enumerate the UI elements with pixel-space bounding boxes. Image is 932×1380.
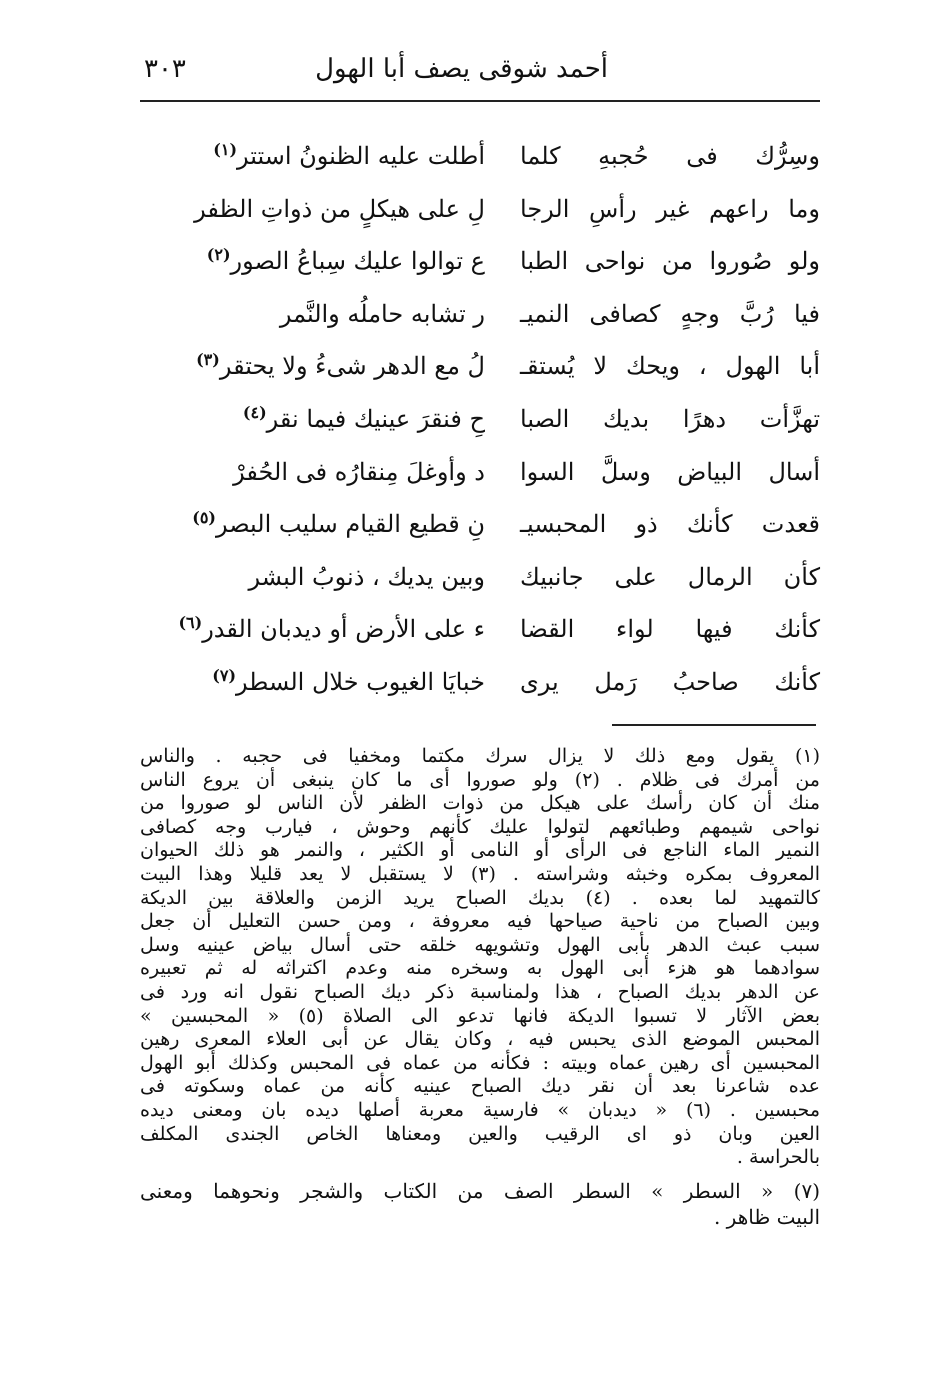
second-hemistich [140,130,485,182]
second-hemistich [140,393,485,445]
first-hemistich: أبا الهول ، ويحك لا يُستقـ [520,352,820,381]
second-hemistich-text: ر تشابه حاملُه والنَّمر [279,299,485,328]
footnote-line: المحبس الموضع الذى يحبس فيه ، وكان يقال عن أبى العلاء المعرى رهين [140,1028,820,1051]
footnote-line: سبب عبث الدهر بأبى الهول وتشويهه خلقه حتى أسال بياض عينيه وسل [140,933,820,956]
footnote-line: البيت ظاهر . [713,1204,820,1229]
footnote-line: سوادهما هو هزء أبى الهول به وسخره منه وعدم اكتراثه له ثم تعبيره [140,957,820,980]
second-hemistich-text: لِ على هيكلٍ من ذواتِ الظفر [194,194,485,223]
footnote-line: بالحراسة . [736,1146,820,1169]
footnote-line: العين وبان ذو اى الرقيب والعين ومعناها الخاص الجندى المكلف [140,1122,820,1145]
second-hemistich [140,340,485,392]
second-hemistich-text: د وأوغلَ مِنقارُه فى الحُفرْ [233,457,485,486]
first-hemistich: كأنك فيها لواء القضا [520,615,820,644]
second-hemistich-text: لُ مع الدهر شىءُ ولا يحتقر [219,352,485,381]
footnote-line: نواحى شيمهم وطبائعهم لتولوا عليك كأنهم وحوش ، فيارب وجه كصافى [140,815,820,838]
second-hemistich-text: ع توالوا عليك سِباعُ الصور [230,247,485,276]
footnote-ref: (٥) [192,508,216,528]
second-hemistich-text: ء على الأرض أو ديدبان القدر [202,615,485,644]
page-number: ٣٠٣ [144,54,186,84]
verse-line [140,498,820,551]
first-hemistich: وسِرُّك فى حُجبهِ كلما [520,142,820,170]
first-hemistich: وما راعهم غير رأسِ الرجا [520,194,820,223]
footnote-line: من أمرك فى ظلام . (٢) ولو صوروا أى ما كان ينبغى أن يروع الناس [140,768,820,791]
footnote-7 [140,1178,820,1230]
first-hemistich: تهزَّأت دهرًا بديك الصبا [520,404,820,433]
footnote-line: (١) يقول ومع ذلك لا يزال سرك مكتما ومخفيا فى حجبه . والناس [140,745,820,767]
footnote-line: المحبسين أى رهين عماه وبيته : فكأنه من عماه فى المحبس وكذلك أبو الهول [140,1051,820,1074]
second-hemistich [140,446,485,498]
first-hemistich: كأنك صاحبُ رَمل يرى [520,667,820,696]
footnote-line: المعروف بمكره وخبثه وشراسته . (٣) لا يستقبل لا يعد قليلا وهذا البيت [140,862,821,885]
footnote-line: عن الدهر بديك الصباح ، هذا ولمناسبة ذكر ديك الصباح نقول انه ورد فى [140,980,820,1003]
footnote-ref: (٣) [196,350,220,370]
verse-line [140,130,820,183]
header-rule [140,100,820,102]
footnote-line: كالتمهيد لما بعده . (٤) بديك الصباح يريد الزمن والعلاقة بين الديكة [140,886,820,909]
second-hemistich [140,235,485,287]
verse-line [140,235,820,288]
footnote-rule [612,724,816,726]
second-hemistich-text: خبايَا الغيوب خلال السطر [236,667,485,696]
second-hemistich [140,183,485,235]
footnote-ref: (٤) [242,402,267,422]
verse-line [140,446,820,499]
verse-line [140,551,820,604]
page-title: أحمد شوقى يصف أبا الهول [315,54,608,84]
footnote-line: وبين الصباح من ناحية صياحها فيه معروفة ، ومن حسن التعليل أن جعل [140,910,820,933]
second-hemistich [140,603,485,655]
running-header [138,52,818,96]
verse-line [140,656,820,709]
footnote-line: بعض الآثار لا تسبوا الديكة فانها تدعو الى الصلاة (٥) « المحبسين » [140,1004,821,1027]
first-hemistich: ولو صُوروا من نواحى الطبا [520,247,820,276]
footnote-ref: (٦) [178,613,203,633]
footnotes [140,745,820,1230]
second-hemistich [140,551,485,603]
second-hemistich-text: حِ فنقرَ عينيك فيما نقر [266,404,485,433]
footnote-line: (٧) « السطر » السطر الصف من الكتاب والشجر ونحوهما ومعنى [140,1178,820,1203]
second-hemistich [140,498,485,550]
second-hemistich [140,288,485,340]
footnote-ref: (٢) [206,245,231,265]
footnote-ref: (١) [213,140,238,159]
second-hemistich-text: نِ قطيع القيام سليب البصر [216,510,485,539]
first-hemistich: كأن الرمال على جانبيك [520,562,820,591]
verse-line [140,393,820,446]
verse-line [140,288,820,341]
footnote-line: محبسين . (٦) « ديدبان » فارسية معربة أصلها ديده بان ومعنى ديده [140,1098,820,1121]
footnote-line: النمير الماء الناجع فى الرأى أو النامى أو الكثير ، والنمر هو ذلك الحيوان [140,839,820,862]
first-hemistich: أسال البياض وسلَّ السوا [520,457,820,486]
second-hemistich-text: وبين يديك ، ذنوبُ البشر [248,562,485,591]
verse-line [140,340,820,393]
footnote-ref: (٧) [212,665,237,685]
verse-line [140,603,820,656]
first-hemistich: قعدت كأنك ذو المحبسيـ [520,510,820,539]
verse-line [140,183,820,236]
second-hemistich-text: أطلت عليه الظنونُ استتر [237,142,485,170]
poem [140,130,820,709]
second-hemistich [140,656,485,708]
first-hemistich: فيا رُبَّ وجهٍ كصافى النميـ [520,299,820,328]
footnote-line: عده شاعرنا بعد أن نقر ديك الصباح عينيه كأنه من عماه وسكوته فى [140,1075,820,1098]
footnote-line: منك أن كان رأسك على هيكل من ذوات الظفر لأن الناس لو صوروا من [140,792,820,815]
